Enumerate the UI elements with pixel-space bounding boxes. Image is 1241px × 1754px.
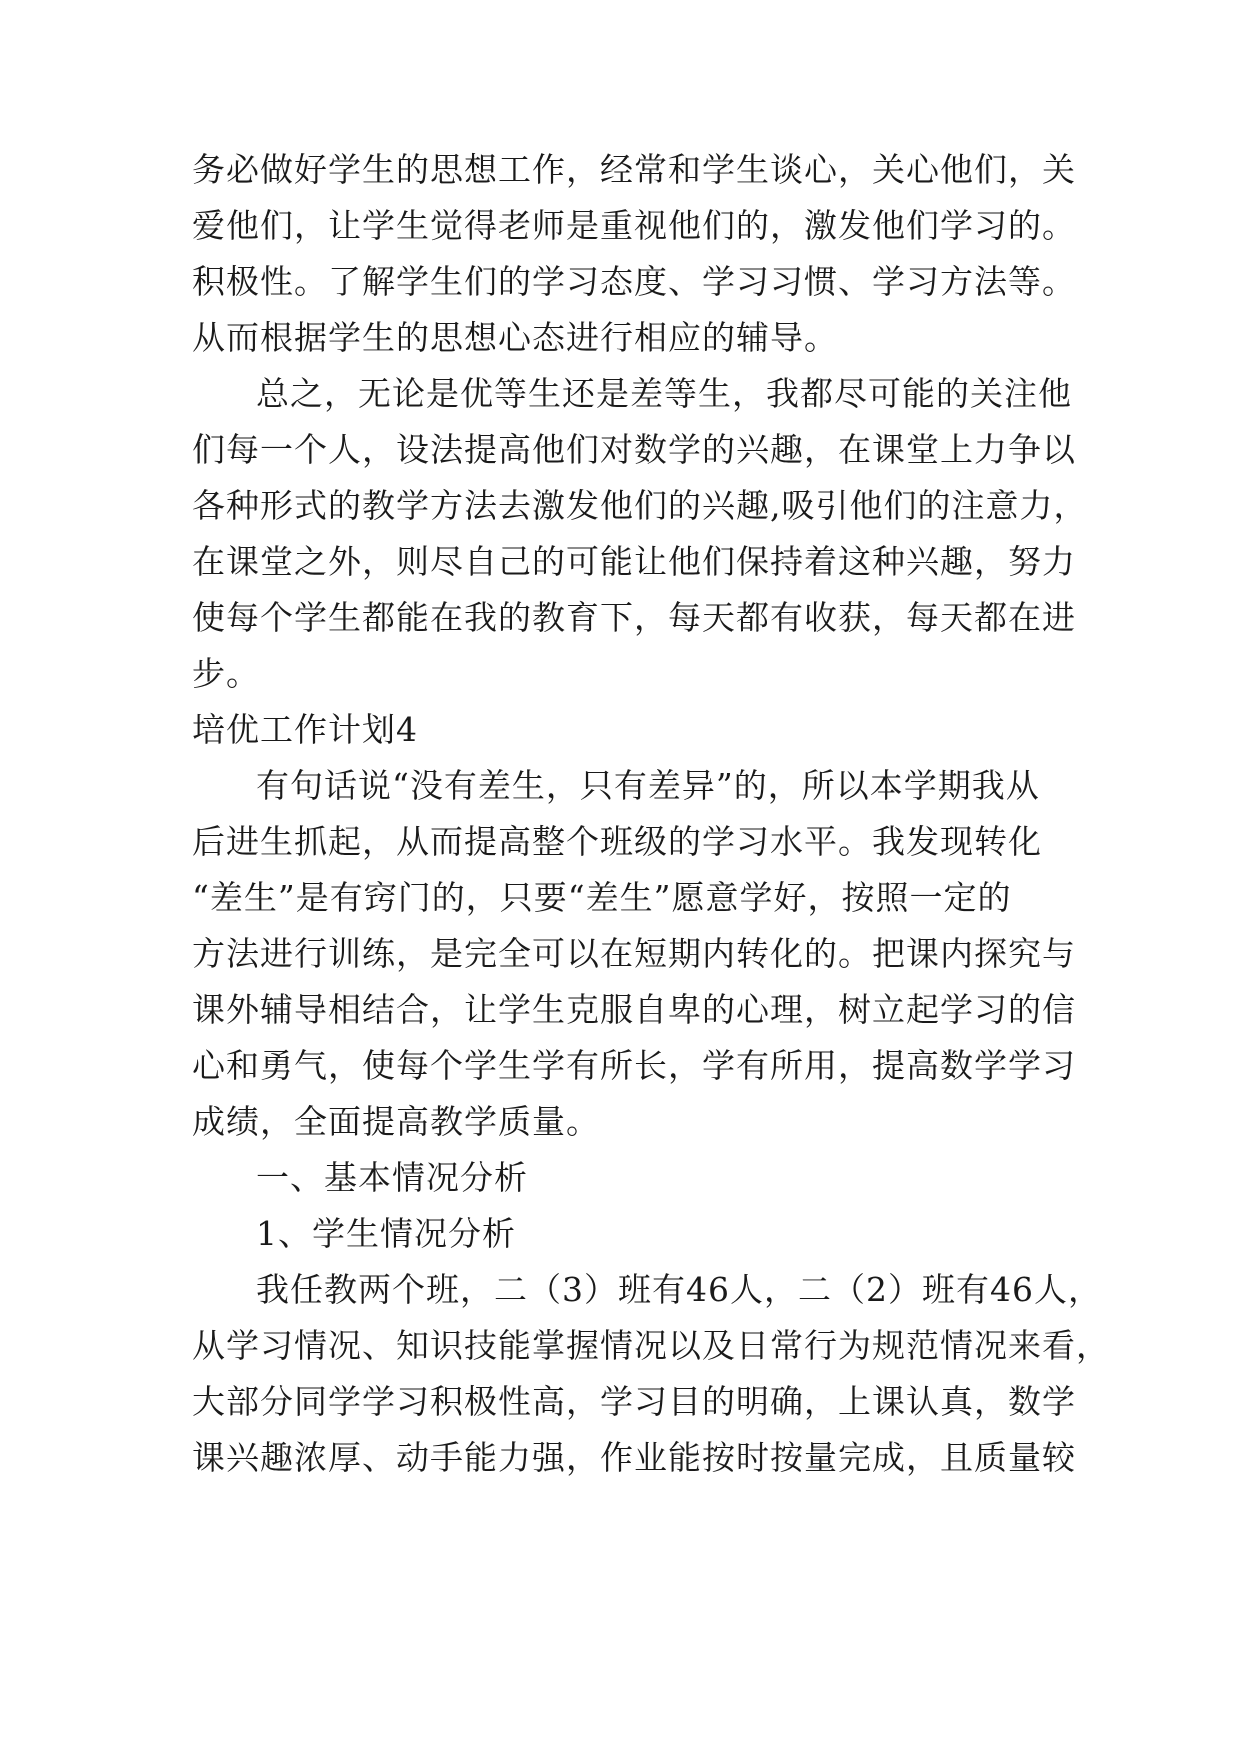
paragraph-start: 有句话说“没有差生，只有差异”的，所以本学期我从 [256,766,1040,805]
text-line: 在课堂之外，则尽自己的可能让他们保持着这种兴趣，努力 [192,542,1076,581]
text-line: 大部分同学学习积极性高，学习目的明确，上课认真，数学 [192,1382,1076,1421]
paragraph-start: 总之，无论是优等生还是差等生，我都尽可能的关注他 [256,374,1072,413]
subheading: 1、学生情况分析 [256,1214,516,1253]
text-line: “差生”是有窍门的，只要“差生”愿意学好，按照一定的 [192,878,1012,917]
text-line: 各种形式的教学方法去激发他们的兴趣,吸引他们的注意力， [192,486,1088,525]
text-line: 务必做好学生的思想工作，经常和学生谈心，关心他们，关 [192,150,1076,189]
text-line: 成绩，全面提高教学质量。 [192,1102,600,1141]
section-heading: 培优工作计划4 [192,710,418,749]
text-line: 爱他们，让学生觉得老师是重视他们的，激发他们学习的。 [192,206,1076,245]
text-line: 课外辅导相结合，让学生克服自卑的心理，树立起学习的信 [192,990,1076,1029]
text-line: 步。 [192,654,260,693]
text-line: 积极性。了解学生们的学习态度、学习习惯、学习方法等。 [192,262,1076,301]
paragraph-start: 我任教两个班，二（3）班有46人，二（2）班有46人， [256,1270,1102,1309]
subheading: 一、基本情况分析 [256,1158,528,1197]
text-line: 从学习情况、知识技能掌握情况以及日常行为规范情况来看， [192,1326,1110,1365]
text-line: 课兴趣浓厚、动手能力强，作业能按时按量完成，且质量较 [192,1438,1076,1477]
text-line: 使每个学生都能在我的教育下，每天都有收获，每天都在进 [192,598,1076,637]
text-line: 心和勇气，使每个学生学有所长，学有所用，提高数学学习 [192,1046,1076,1085]
text-line: 从而根据学生的思想心态进行相应的辅导。 [192,318,838,357]
text-line: 方法进行训练，是完全可以在短期内转化的。把课内探究与 [192,934,1076,973]
text-line: 们每一个人，设法提高他们对数学的兴趣，在课堂上力争以 [192,430,1076,469]
text-line: 后进生抓起，从而提高整个班级的学习水平。我发现转化 [192,822,1042,861]
